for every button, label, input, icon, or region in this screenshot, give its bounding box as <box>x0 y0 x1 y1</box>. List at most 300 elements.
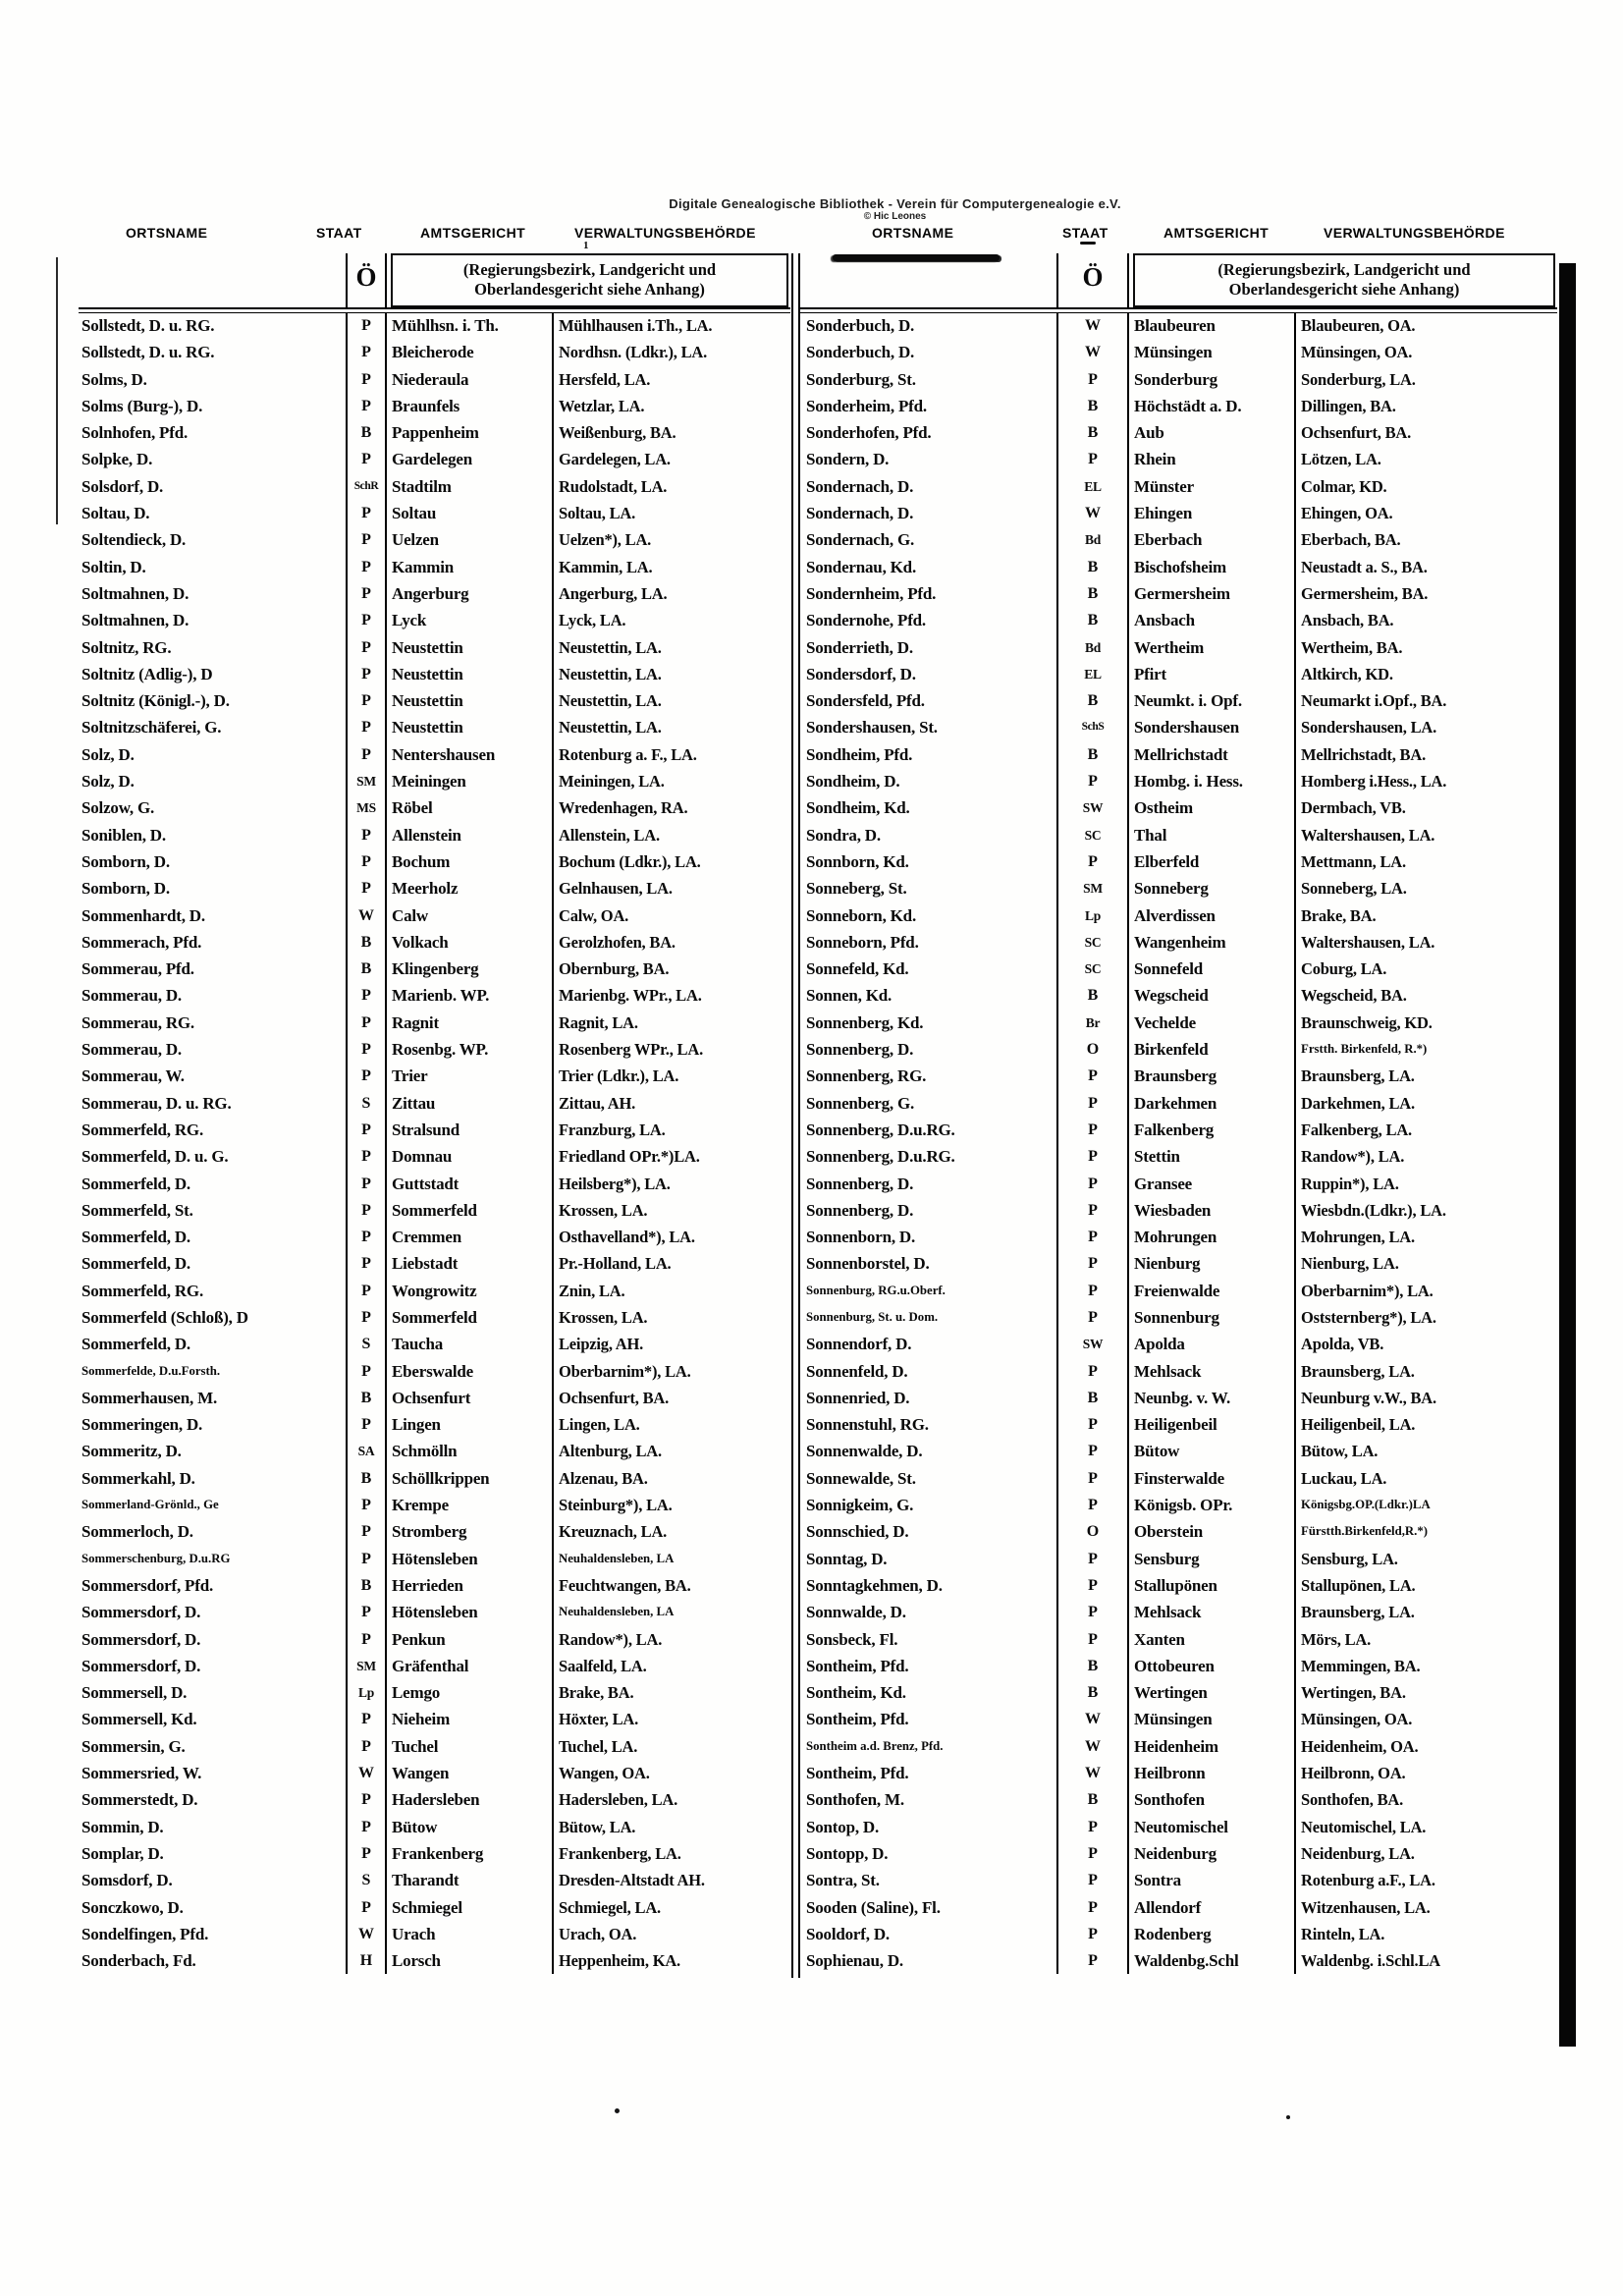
amtsgericht-cell: Neumkt. i. Opf. <box>1134 691 1242 711</box>
staat-cell: P <box>1056 1465 1129 1492</box>
table-row <box>79 1438 790 1464</box>
staat-cell: P <box>346 312 387 339</box>
table-row <box>803 1947 1557 1974</box>
table-row <box>803 366 1557 393</box>
ortsname-cell: Sommerau, W. <box>81 1066 185 1086</box>
staat-cell: P <box>346 848 387 875</box>
header-note-line1: (Regierungsbezirk, Landgericht und <box>462 260 717 279</box>
verwaltungsbehoerde-cell: Witzenhausen, LA. <box>1294 1894 1557 1921</box>
ortsname-cell: Sommerau, D. u. RG. <box>81 1093 232 1113</box>
table-row <box>803 1653 1557 1679</box>
ortsname-cell: Somsdorf, D. <box>81 1871 173 1890</box>
ortsname-cell: Sollstedt, D. u. RG. <box>81 316 215 335</box>
table-row <box>803 1679 1557 1706</box>
ortsname-cell: Sommeringen, D. <box>81 1415 203 1435</box>
verwaltungsbehoerde-cell: Sonthofen, BA. <box>1294 1786 1557 1813</box>
ortsname-cell: Sondernau, Kd. <box>806 557 916 576</box>
ortsname-cell: Sommersdorf, Pfd. <box>81 1575 213 1595</box>
staat-cell: SC <box>1056 822 1129 848</box>
ortsname-cell: Sonnschied, D. <box>806 1522 909 1542</box>
ortsname-cell: Sondernheim, Pfd. <box>806 583 937 603</box>
staat-cell: P <box>346 1197 387 1224</box>
ortsname-cell: Sommerfeld, D. u. G. <box>81 1147 229 1167</box>
amtsgericht-cell: Röbel <box>392 798 433 818</box>
staat-cell: P <box>346 1278 387 1304</box>
ortsname-cell: Sonnenberg, D. <box>806 1040 914 1060</box>
ortsname-cell: Sommerach, Pfd. <box>81 932 202 952</box>
staat-cell: P <box>1056 1867 1129 1893</box>
verwaltungsbehoerde-cell: Oberbarnim*), LA. <box>1294 1278 1557 1304</box>
table-row <box>79 794 790 821</box>
table-row <box>803 393 1557 419</box>
staat-cell: P <box>346 661 387 687</box>
table-row <box>803 473 1557 500</box>
ortsname-cell: Sonczkowo, D. <box>81 1897 184 1917</box>
ortsname-cell: Sontopp, D. <box>806 1843 889 1863</box>
amtsgericht-cell: Mühlhsn. i. Th. <box>392 316 499 335</box>
ortsname-cell: Sonnenfeld, D. <box>806 1361 908 1381</box>
table-row <box>79 1572 790 1599</box>
staat-cell: Lp <box>1056 902 1129 929</box>
ortsname-cell: Sommerloch, D. <box>81 1522 193 1542</box>
ortsname-cell: Sonnenwalde, D. <box>806 1442 923 1461</box>
amtsgericht-cell: Kammin <box>392 557 455 576</box>
staat-cell: P <box>346 1171 387 1197</box>
verwaltungsbehoerde-cell: Memmingen, BA. <box>1294 1653 1557 1679</box>
table-row <box>803 1599 1557 1625</box>
verwaltungsbehoerde-cell: Neustettin, LA. <box>552 714 790 740</box>
ortsname-cell: Solzow, G. <box>81 798 155 818</box>
ortsname-cell: Sommerfeld, D. <box>81 1228 190 1247</box>
table-row <box>79 1840 790 1867</box>
amtsgericht-cell: Wongrowitz <box>392 1281 477 1300</box>
amtsgericht-cell: Stralsund <box>392 1120 460 1139</box>
verwaltungsbehoerde-cell: Tuchel, LA. <box>552 1733 790 1760</box>
scan-speck <box>1286 2115 1290 2119</box>
amtsgericht-cell: Frankenberg <box>392 1843 484 1863</box>
table-row <box>79 1250 790 1277</box>
staat-cell: B <box>1056 419 1129 446</box>
amtsgericht-cell: Falkenberg <box>1134 1120 1215 1139</box>
verwaltungsbehoerde-cell: Feuchtwangen, BA. <box>552 1572 790 1599</box>
staat-cell: P <box>346 339 387 365</box>
table-row <box>803 419 1557 446</box>
amtsgericht-cell: Lorsch <box>392 1951 441 1971</box>
amtsgericht-cell: Neustettin <box>392 637 463 657</box>
staat-cell: P <box>346 500 387 526</box>
amtsgericht-cell: Neunbg. v. W. <box>1134 1388 1231 1407</box>
staat-cell: B <box>346 419 387 446</box>
amtsgericht-cell: Münster <box>1134 476 1194 496</box>
ortsname-cell: Sonderbach, Fd. <box>81 1951 196 1971</box>
ortsname-cell: Sonnborn, Kd. <box>806 851 909 871</box>
staat-cell: P <box>1056 1492 1129 1518</box>
ortsname-cell: Sommerfelde, D.u.Forsth. <box>81 1363 221 1378</box>
verwaltungsbehoerde-cell: Uelzen*), LA. <box>552 526 790 553</box>
ortsname-cell: Sondernohe, Pfd. <box>806 611 926 630</box>
ortsname-cell: Sonnendorf, D. <box>806 1335 912 1354</box>
table-row <box>803 1331 1557 1357</box>
table-row <box>79 1546 790 1572</box>
verwaltungsbehoerde-cell: Heilsberg*), LA. <box>552 1171 790 1197</box>
staat-cell: W <box>1056 339 1129 365</box>
ortsname-cell: Sontheim a.d. Brenz, Pfd. <box>806 1738 944 1753</box>
verwaltungsbehoerde-cell: Steinburg*), LA. <box>552 1492 790 1518</box>
verwaltungsbehoerde-cell: Marienbg. WPr., LA. <box>552 982 790 1009</box>
amtsgericht-cell: Schmiegel <box>392 1897 462 1917</box>
scan-speck <box>615 2108 620 2113</box>
amtsgericht-cell: Stromberg <box>392 1522 467 1542</box>
table-row <box>79 634 790 661</box>
amtsgericht-cell: Niederaula <box>392 369 469 389</box>
table-row <box>803 1117 1557 1143</box>
amtsgericht-cell: Wangenheim <box>1134 932 1226 952</box>
ortsname-cell: Solms, D. <box>81 369 147 389</box>
staat-cell: P <box>346 1036 387 1063</box>
table-row <box>803 1036 1557 1063</box>
ortsname-cell: Sommersried, W. <box>81 1764 202 1783</box>
table-row <box>803 1090 1557 1117</box>
amtsgericht-cell: Germersheim <box>1134 583 1230 603</box>
ortsname-cell: Sonderheim, Pfd. <box>806 396 927 415</box>
amtsgericht-cell: Braunfels <box>392 396 460 415</box>
staat-cell: SchR <box>346 473 387 500</box>
table-row <box>803 714 1557 740</box>
verwaltungsbehoerde-cell: Altkirch, KD. <box>1294 661 1557 687</box>
verwaltungsbehoerde-cell: Sonneberg, LA. <box>1294 875 1557 902</box>
amtsgericht-cell: Trier <box>392 1066 428 1086</box>
ortsname-cell: Sonnwalde, D. <box>806 1603 906 1622</box>
table-row <box>79 1278 790 1304</box>
amtsgericht-cell: Pappenheim <box>392 423 479 443</box>
ortsname-cell: Sonnenborstel, D. <box>806 1254 930 1274</box>
ortsname-cell: Sonnenberg, Kd. <box>806 1012 924 1032</box>
staat-cell: P <box>346 1010 387 1036</box>
table-row <box>803 1894 1557 1921</box>
amtsgericht-cell: Freienwalde <box>1134 1281 1220 1300</box>
amtsgericht-cell: Neutomischel <box>1134 1817 1228 1836</box>
ortsname-cell: Sommerfeld (Schloß), D <box>81 1307 248 1327</box>
amtsgericht-cell: Ostheim <box>1134 798 1193 818</box>
staat-cell: B <box>1056 1653 1129 1679</box>
table-row <box>803 1814 1557 1840</box>
verwaltungsbehoerde-cell: Neustettin, LA. <box>552 634 790 661</box>
table-row <box>79 1733 790 1760</box>
header-ortsname-space <box>79 253 346 307</box>
verwaltungsbehoerde-cell: Heiligenbeil, LA. <box>1294 1411 1557 1438</box>
amtsgericht-cell: Mehlsack <box>1134 1361 1202 1381</box>
staat-cell: B <box>1056 1786 1129 1813</box>
ortsname-cell: Solms (Burg-), D. <box>81 396 203 415</box>
staat-cell: P <box>1056 446 1129 472</box>
verwaltungsbehoerde-cell: Sondershausen, LA. <box>1294 714 1557 740</box>
amtsgericht-cell: Sonnefeld <box>1134 959 1203 979</box>
staat-cell: P <box>346 446 387 472</box>
table-row <box>803 768 1557 794</box>
gazetteer-table-right <box>803 312 1557 1974</box>
amtsgericht-cell: Gräfenthal <box>392 1656 469 1675</box>
staat-cell: P <box>346 822 387 848</box>
amtsgericht-cell: Ansbach <box>1134 611 1195 630</box>
ortsname-cell: Sonnenstuhl, RG. <box>806 1415 929 1435</box>
amtsgericht-cell: Neustettin <box>392 664 463 683</box>
amtsgericht-cell: Apolda <box>1134 1335 1185 1354</box>
table-row <box>79 1358 790 1385</box>
staat-cell: H <box>346 1947 387 1974</box>
table-row <box>79 1894 790 1921</box>
amtsgericht-cell: Heiligenbeil <box>1134 1415 1217 1435</box>
verwaltungsbehoerde-cell: Rotenburg a.F., LA. <box>1294 1867 1557 1893</box>
ortsname-cell: Sonnefeld, Kd. <box>806 959 909 979</box>
verwaltungsbehoerde-cell: Neuhaldensleben, LA <box>552 1599 790 1625</box>
staat-cell: P <box>1056 1171 1129 1197</box>
ortsname-cell: Sonnenberg, D.u.RG. <box>806 1120 955 1139</box>
ortsname-cell: Sommersell, Kd. <box>81 1710 197 1729</box>
staat-cell: W <box>346 902 387 929</box>
table-row <box>79 1867 790 1893</box>
table-row <box>803 1760 1557 1786</box>
verwaltungsbehoerde-cell: Oststernberg*), LA. <box>1294 1304 1557 1331</box>
verwaltungsbehoerde-cell: Braunschweig, KD. <box>1294 1010 1557 1036</box>
staat-cell: P <box>346 554 387 580</box>
staat-cell: P <box>1056 1278 1129 1304</box>
ortsname-cell: Sommerfeld, D. <box>81 1335 190 1354</box>
amtsgericht-cell: Lemgo <box>392 1683 441 1703</box>
ortsname-cell: Sonnenborn, D. <box>806 1228 916 1247</box>
staat-cell: W <box>346 1921 387 1947</box>
table-row <box>79 473 790 500</box>
ortsname-cell: Soltnitz, RG. <box>81 637 172 657</box>
ortsname-cell: Sondersdorf, D. <box>806 664 916 683</box>
ortsname-cell: Sontheim, Pfd. <box>806 1710 909 1729</box>
staat-cell: EL <box>1056 473 1129 500</box>
staat-cell: P <box>346 1358 387 1385</box>
verwaltungsbehoerde-cell: Neutomischel, LA. <box>1294 1814 1557 1840</box>
verwaltungsbehoerde-cell: Kreuznach, LA. <box>552 1518 790 1545</box>
staat-cell: B <box>346 956 387 982</box>
staat-cell: B <box>1056 982 1129 1009</box>
ortsname-cell: Sonderbuch, D. <box>806 316 915 335</box>
verwaltungsbehoerde-cell: Ruppin*), LA. <box>1294 1171 1557 1197</box>
amtsgericht-cell: Stettin <box>1134 1147 1180 1167</box>
ortsname-cell: Sommerau, D. <box>81 986 182 1006</box>
amtsgericht-cell: Heilbronn <box>1134 1764 1206 1783</box>
header-note-line2: Oberlandesgericht siehe Anhang) <box>474 280 705 299</box>
verwaltungsbehoerde-cell: Znin, LA. <box>552 1278 790 1304</box>
amtsgericht-cell: Meerholz <box>392 879 459 899</box>
amtsgericht-cell: Sonneberg <box>1134 879 1209 899</box>
amtsgericht-cell: Sonderburg <box>1134 369 1217 389</box>
ortsname-cell: Solz, D. <box>81 744 135 764</box>
table-row <box>79 714 790 740</box>
amtsgericht-cell: Wangen <box>392 1764 450 1783</box>
ortsname-cell: Soniblen, D. <box>81 825 166 845</box>
table-row <box>79 1036 790 1063</box>
verwaltungsbehoerde-cell: Neumarkt i.Opf., BA. <box>1294 687 1557 714</box>
table-row <box>803 526 1557 553</box>
staat-cell: P <box>346 1411 387 1438</box>
staat-cell: SM <box>346 1653 387 1679</box>
watermark-line1: Digitale Genealogische Bibliothek - Verein für Computergenealogie e.V. <box>669 196 1121 211</box>
verwaltungsbehoerde-cell: Randow*), LA. <box>1294 1143 1557 1170</box>
ortsname-cell: Sondernach, D. <box>806 476 914 496</box>
ortsname-cell: Sommersin, G. <box>81 1736 186 1756</box>
staat-cell: P <box>346 366 387 393</box>
table-row <box>803 500 1557 526</box>
amtsgericht-cell: Mohrungen <box>1134 1228 1217 1247</box>
verwaltungsbehoerde-cell: Königsbg.OP.(Ldkr.)LA <box>1294 1492 1557 1518</box>
table-row <box>803 446 1557 472</box>
verwaltungsbehoerde-cell: Altenburg, LA. <box>552 1438 790 1464</box>
amtsgericht-cell: Blaubeuren <box>1134 316 1216 335</box>
table-row <box>803 1867 1557 1893</box>
table-row <box>803 1224 1557 1250</box>
amtsgericht-cell: Braunsberg <box>1134 1066 1217 1086</box>
staat-cell: P <box>346 714 387 740</box>
ortsname-cell: Sommenhardt, D. <box>81 905 205 925</box>
ortsname-cell: Sommeritz, D. <box>81 1442 182 1461</box>
ortsname-cell: Sontheim, Kd. <box>806 1683 906 1703</box>
ortsname-cell: Sonnenberg, D.u.RG. <box>806 1147 955 1167</box>
verwaltungsbehoerde-cell: Höxter, LA. <box>552 1706 790 1732</box>
staat-cell: P <box>346 634 387 661</box>
staat-cell: S <box>346 1867 387 1893</box>
table-row <box>803 1010 1557 1036</box>
amtsgericht-cell: Soltau <box>392 504 437 523</box>
ortsname-cell: Sommerstedt, D. <box>81 1790 198 1810</box>
amtsgericht-cell: Eberswalde <box>392 1361 474 1381</box>
amtsgericht-cell: Lingen <box>392 1415 441 1435</box>
header-note-box-right <box>1133 253 1555 307</box>
staat-cell: P <box>346 875 387 902</box>
staat-cell: P <box>346 1599 387 1625</box>
table-row <box>803 1411 1557 1438</box>
staat-symbol-right: Ö <box>1056 253 1129 307</box>
ortsname-cell: Sonderrieth, D. <box>806 637 913 657</box>
verwaltungsbehoerde-cell: Hadersleben, LA. <box>552 1786 790 1813</box>
staat-cell: P <box>346 687 387 714</box>
ortsname-cell: Sondersfeld, Pfd. <box>806 691 925 711</box>
staat-cell: P <box>346 1706 387 1732</box>
table-row <box>79 419 790 446</box>
verwaltungsbehoerde-cell: Dillingen, BA. <box>1294 393 1557 419</box>
verwaltungsbehoerde-cell: Soltau, LA. <box>552 500 790 526</box>
staat-symbol-left: Ö <box>346 253 387 307</box>
ortsname-cell: Solpke, D. <box>81 450 153 469</box>
verwaltungsbehoerde-cell: Neustadt a. S., BA. <box>1294 554 1557 580</box>
amtsgericht-cell: Tharandt <box>392 1871 460 1890</box>
staat-cell: SchS <box>1056 714 1129 740</box>
amtsgericht-cell: Nieheim <box>392 1710 451 1729</box>
verwaltungsbehoerde-cell: Heidenheim, OA. <box>1294 1733 1557 1760</box>
table-row <box>803 312 1557 339</box>
staat-cell: B <box>1056 741 1129 768</box>
staat-cell: W <box>1056 500 1129 526</box>
amtsgericht-cell: Urach <box>392 1924 436 1943</box>
ortsname-cell: Soltendieck, D. <box>81 530 187 550</box>
staat-cell: P <box>346 580 387 607</box>
table-header-left <box>79 253 790 307</box>
amtsgericht-cell: Rodenberg <box>1134 1924 1212 1943</box>
staat-cell: P <box>346 1304 387 1331</box>
amtsgericht-cell: Nienburg <box>1134 1254 1201 1274</box>
col-header-staat-right: STAAT <box>1062 225 1109 241</box>
amtsgericht-cell: Bütow <box>1134 1442 1180 1461</box>
table-row <box>79 1143 790 1170</box>
staat-cell: P <box>1056 1143 1129 1170</box>
ortsname-cell: Soltmahnen, D. <box>81 611 189 630</box>
amtsgericht-cell: Nentershausen <box>392 744 496 764</box>
col-header-ortsname-right: ORTSNAME <box>872 225 954 241</box>
ortsname-cell: Sonnenburg, St. u. Dom. <box>806 1309 939 1324</box>
amtsgericht-cell: Liebstadt <box>392 1254 459 1274</box>
amtsgericht-cell: Allenstein <box>392 825 461 845</box>
table-row <box>803 1465 1557 1492</box>
verwaltungsbehoerde-cell: Eberbach, BA. <box>1294 526 1557 553</box>
table-row <box>79 1117 790 1143</box>
amtsgericht-cell: Ragnit <box>392 1012 439 1032</box>
amtsgericht-cell: Elberfeld <box>1134 851 1200 871</box>
staat-cell: SA <box>346 1438 387 1464</box>
staat-cell: P <box>1056 1814 1129 1840</box>
staat-cell: P <box>1056 1117 1129 1143</box>
verwaltungsbehoerde-cell: Rudolstadt, LA. <box>552 473 790 500</box>
table-row <box>79 446 790 472</box>
table-row <box>803 982 1557 1009</box>
amtsgericht-cell: Darkehmen <box>1134 1093 1217 1113</box>
verwaltungsbehoerde-cell: Falkenberg, LA. <box>1294 1117 1557 1143</box>
verwaltungsbehoerde-cell: Apolda, VB. <box>1294 1331 1557 1357</box>
print-artifact: 1 <box>583 240 589 251</box>
verwaltungsbehoerde-cell: Gerolzhofen, BA. <box>552 929 790 956</box>
verwaltungsbehoerde-cell: Waldenbg. i.Schl.LA <box>1294 1947 1557 1974</box>
verwaltungsbehoerde-cell: Mettmann, LA. <box>1294 848 1557 875</box>
table-row <box>79 848 790 875</box>
amtsgericht-cell: Gransee <box>1134 1174 1193 1193</box>
verwaltungsbehoerde-cell: Ochsenfurt, BA. <box>1294 419 1557 446</box>
amtsgericht-cell: Höchstädt a. D. <box>1134 396 1242 415</box>
table-row <box>803 1546 1557 1572</box>
table-row <box>803 794 1557 821</box>
table-row <box>803 634 1557 661</box>
header-note-line1: (Regierungsbezirk, Landgericht und <box>1217 260 1471 279</box>
table-row <box>79 1599 790 1625</box>
staat-cell: B <box>346 1572 387 1599</box>
amtsgericht-cell: Hombg. i. Hess. <box>1134 772 1243 792</box>
verwaltungsbehoerde-cell: Pr.-Holland, LA. <box>552 1250 790 1277</box>
staat-cell: B <box>1056 1385 1129 1411</box>
staat-cell: P <box>1056 1197 1129 1224</box>
table-row <box>79 768 790 794</box>
staat-cell: P <box>346 1626 387 1653</box>
staat-cell: P <box>1056 1626 1129 1653</box>
amtsgericht-cell: Bischofsheim <box>1134 557 1226 576</box>
staat-cell: P <box>1056 1411 1129 1438</box>
ortsname-cell: Sondershausen, St. <box>806 718 938 738</box>
ortsname-cell: Soltmahnen, D. <box>81 583 189 603</box>
table-row <box>79 982 790 1009</box>
table-row <box>803 1143 1557 1170</box>
amtsgericht-cell: Marienb. WP. <box>392 986 490 1006</box>
ortsname-cell: Sondheim, Kd. <box>806 798 910 818</box>
staat-cell: P <box>346 982 387 1009</box>
col-header-verwaltung-right: VERWALTUNGSBEHÖRDE <box>1324 225 1505 241</box>
table-row <box>803 822 1557 848</box>
ortsname-cell: Sonnen, Kd. <box>806 986 893 1006</box>
amtsgericht-cell: Neidenburg <box>1134 1843 1217 1863</box>
col-header-verwaltung-left: VERWALTUNGSBEHÖRDE <box>574 225 756 241</box>
staat-cell: Bd <box>1056 634 1129 661</box>
